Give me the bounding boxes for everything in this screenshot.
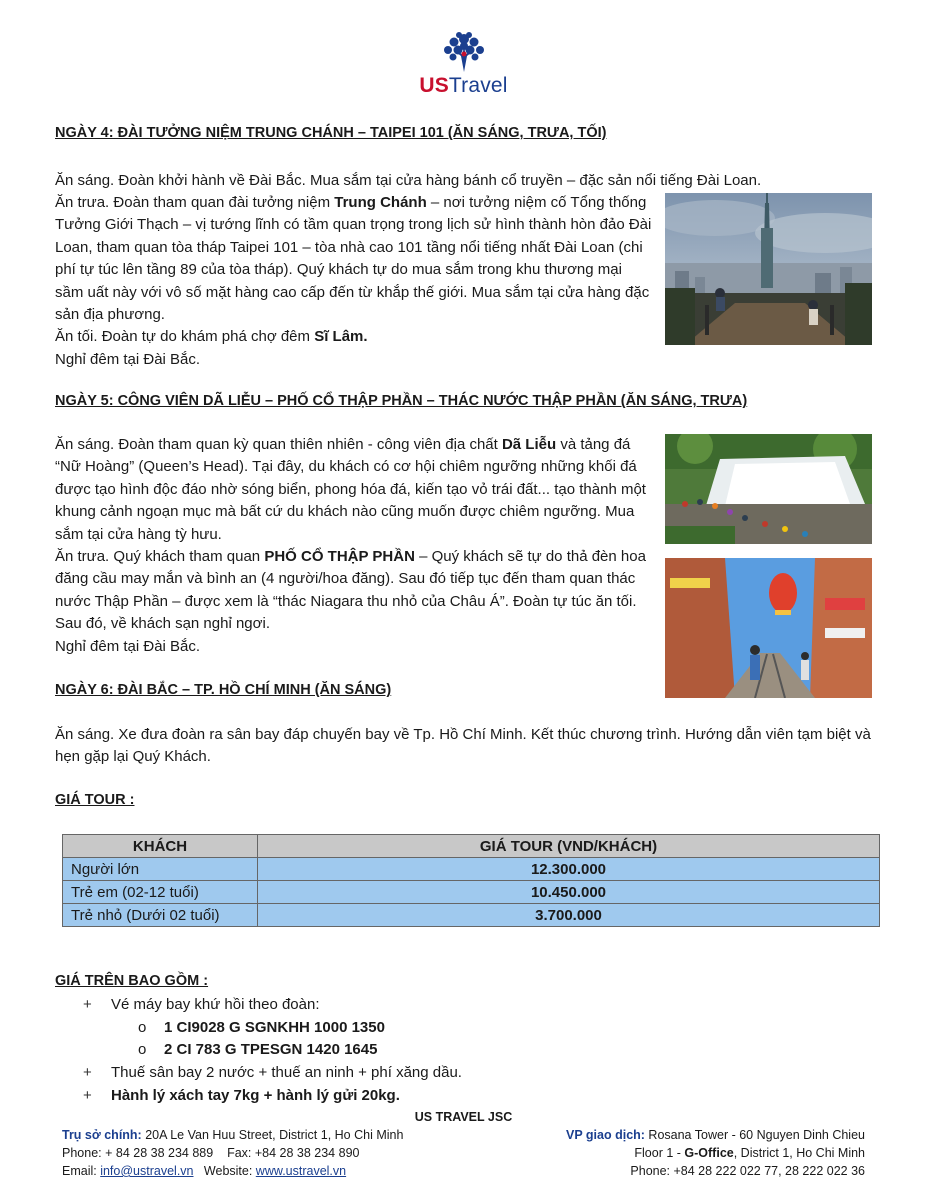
table-row: [63, 881, 880, 904]
day4-line1: Ăn sáng. Đoàn khởi hành về Đài Bắc. Mua sắm tại cửa hàng bánh cổ truyền – đặc sản nổi tiếng Đài Loan.: [55, 172, 762, 189]
table-row: [63, 858, 880, 881]
plus-bullet-icon: +: [83, 996, 92, 1013]
taipei101-photo: [665, 193, 872, 345]
included-item-tax: + Thuế sân bay 2 nước + thuế an ninh + phí xăng dầu.: [83, 1064, 462, 1081]
included-heading: GIÁ TRÊN BAO GỒM :: [55, 973, 209, 989]
included-item-luggage: + Hành lý xách tay 7kg + hành lý gửi 20kg.: [83, 1087, 400, 1104]
footer-company: US TRAVEL JSC: [414, 1110, 513, 1124]
col-price-header: GIÁ TOUR (VND/KHÁCH): [258, 835, 880, 858]
day4-heading: NGÀY 4: ĐÀI TƯỞNG NIỆM TRUNG CHÁNH – TAIPEI 101 (ĂN SÁNG, TRƯA, TỐI): [55, 125, 607, 141]
flight-outbound: o 1 CI9028 G SGNKHH 1000 1350: [138, 1019, 385, 1036]
guest-cell: Trẻ nhỏ (Dưới 02 tuổi): [63, 904, 258, 927]
flight-return: o 2 CI 783 G TPESGN 1420 1645: [138, 1041, 378, 1058]
plus-bullet-icon: +: [83, 1064, 92, 1081]
col-guest-header: KHÁCH: [63, 835, 258, 858]
waterfall-photo: [665, 434, 872, 544]
price-table-header: [63, 835, 880, 858]
circle-bullet-icon: o: [138, 1041, 147, 1058]
price-table: [62, 834, 880, 927]
price-cell: 12.300.000: [258, 858, 880, 881]
logo-us-text: US: [419, 74, 449, 97]
day4-paragraph: Ăn trưa. Đoàn tham quan đài tưởng niệm Trung Chánh – nơi tưởng niệm cố Tổng thống Tưởng Giới Thạch – vị tướng lĩnh có tầm quan trọng trong lịch sử hình thành hòn đảo Đài Loan, tham quan tòa tháp Taipei 101 – tòa nhà cao 101 tầng nổi tiếng nhất Đài Loan (chi phí tự túc lên tầng 89 của tòa tháp). Quý khách tự do mua sắm trong khu thương mại sầm uất này với vô số mặt hàng cao cấp đến từ khắp thế giới. Mua sắm tại cửa hàng đặc sản địa phương. Ăn tối. Đoàn tự do khám phá chợ đêm Sĩ Lâm. Nghỉ đêm tại Đài Bắc.: [55, 194, 652, 368]
footer-headquarters: Trụ sở chính: 20A Le Van Huu Street, District 1, Ho Chi Minh Phone: + 84 28 38 234 889 Fax: +84 28 38 234 890 Email: info@ustravel.vn Website: www.ustravel.vn: [62, 1128, 404, 1178]
guest-cell: Trẻ em (02-12 tuổi): [63, 881, 258, 904]
footer-office: VP giao dịch: Rosana Tower - 60 Nguyen Dinh Chieu Floor 1 - G-Office, District 1, Ho Chi Minh Phone: +84 28 222 022 77, 28 222 022 36: [566, 1128, 865, 1178]
tree-logo-icon: [441, 30, 487, 72]
website-link[interactable]: www.ustravel.vn: [255, 1164, 347, 1178]
brand-logo: [0, 30, 927, 98]
plus-bullet-icon: +: [83, 1087, 92, 1104]
day5-heading: NGÀY 5: CÔNG VIÊN DÃ LIỄU – PHỐ CỔ THẬP PHẦN – THÁC NƯỚC THẬP PHẦN (ĂN SÁNG, TRƯA): [55, 393, 748, 409]
email-link[interactable]: info@ustravel.vn: [100, 1164, 194, 1178]
table-row: [63, 904, 880, 927]
logo-travel-text: Travel: [448, 74, 508, 97]
day6-paragraph: Ăn sáng. Xe đưa đoàn ra sân bay đáp chuyến bay về Tp. Hồ Chí Minh. Kết thúc chương trình. Hướng dẫn viên tạm biệt và hẹn gặp lại Quý Khách.: [55, 726, 871, 766]
day5-paragraph: Ăn sáng. Đoàn tham quan kỳ quan thiên nhiên - công viên địa chất Dã Liễu và tảng đá “Nữ Hoàng” (Queen’s Head). Tại đây, du khách có cơ hội chiêm ngưỡng những khối đá được tạo hình độc đáo nhờ sóng biển, phong hóa đá, kiến tạo vỏ trái đất... tạo thành một khung cảnh ngoạn mục mà bất cứ du khách nào cũng muốn được chiêm ngưỡng. Mua sắm tại cửa hàng tỳ hưu. Ăn trưa. Quý khách tham quan PHỐ CỔ THẬP PHẦN – Quý khách sẽ tự do thả đèn hoa đăng cầu may mắn và bình an (4 người/hoa đăng). Sau đó tiếp tục đến tham quan thác nước Thập Phần – được xem là “thác Niagara thu nhỏ của Châu Á”. Đoàn tự túc ăn tối. Sau đó, về khách sạn nghỉ ngơi. Nghỉ đêm tại Đài Bắc.: [55, 436, 646, 655]
price-cell: 10.450.000: [258, 881, 880, 904]
guest-cell: Người lớn: [63, 858, 258, 881]
lantern-street-photo: [665, 558, 872, 698]
circle-bullet-icon: o: [138, 1019, 147, 1036]
price-cell: 3.700.000: [258, 904, 880, 927]
page-footer: [62, 1108, 865, 1178]
price-heading: GIÁ TOUR :: [55, 792, 135, 808]
day6-heading: NGÀY 6: ĐÀI BẮC – TP. HỒ CHÍ MINH (ĂN SÁNG): [55, 682, 392, 698]
included-item-flight: + Vé máy bay khứ hồi theo đoàn:: [83, 996, 320, 1013]
